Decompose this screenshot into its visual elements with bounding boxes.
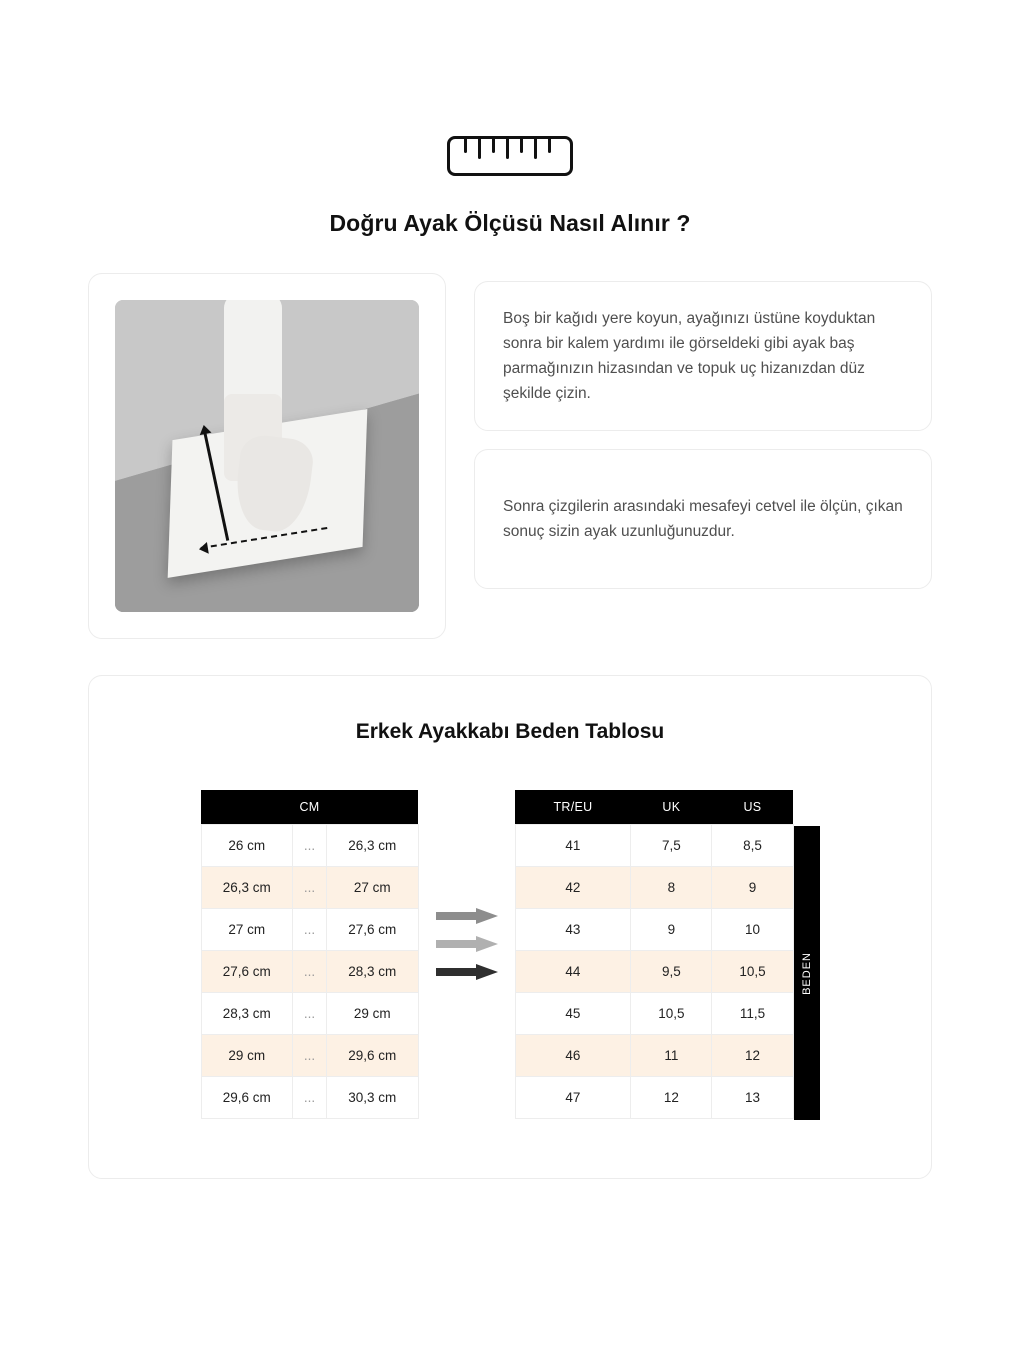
cell-tr-eu: 44 <box>515 951 631 993</box>
cm-to: 27,6 cm <box>327 909 419 951</box>
cm-dots: ... <box>293 1035 327 1077</box>
cm-to: 26,3 cm <box>327 825 419 867</box>
table-row <box>201 867 418 909</box>
beden-side-label-text: BEDEN <box>800 951 813 995</box>
cell-tr-eu: 46 <box>515 1035 631 1077</box>
cell-us: 10 <box>712 909 793 951</box>
cell-us: 8,5 <box>712 825 793 867</box>
cell-tr-eu: 42 <box>515 867 631 909</box>
cm-from: 26 cm <box>201 825 293 867</box>
size-table-card <box>88 675 932 1179</box>
table-row <box>201 1077 418 1119</box>
cm-dots: ... <box>293 1077 327 1119</box>
cm-from: 29 cm <box>201 1035 293 1077</box>
cm-from: 27,6 cm <box>201 951 293 993</box>
cm-header-cell: CM <box>201 790 418 825</box>
table-row <box>515 825 793 867</box>
cell-us: 13 <box>712 1077 793 1119</box>
page-title: Doğru Ayak Ölçüsü Nasıl Alınır ? <box>329 210 691 236</box>
table-row <box>515 993 793 1035</box>
cell-us: 9 <box>712 867 793 909</box>
ruler-icon-wrap <box>0 0 1020 176</box>
beden-side-label <box>794 826 820 1120</box>
arrow-group <box>419 790 515 980</box>
cell-tr-eu: 43 <box>515 909 631 951</box>
size-header-uk: UK <box>631 790 712 825</box>
instruction-text-2: Sonra çizgilerin arasındaki mesafeyi cetvel ile ölçün, çıkan sonuç sizin ayak uzunluğunuzdur. <box>503 498 903 541</box>
size-table-header-row <box>515 790 793 825</box>
cell-uk: 11 <box>631 1035 712 1077</box>
cell-uk: 7,5 <box>631 825 712 867</box>
cm-dots: ... <box>293 825 327 867</box>
arrow-right-icon <box>436 936 498 952</box>
size-table-title: Erkek Ayakkabı Beden Tablosu <box>355 720 665 743</box>
table-row <box>515 1035 793 1077</box>
table-row <box>201 909 418 951</box>
cell-uk: 8 <box>631 867 712 909</box>
cm-to: 29,6 cm <box>327 1035 419 1077</box>
cm-dots: ... <box>293 909 327 951</box>
cm-table <box>201 790 419 1119</box>
cm-dots: ... <box>293 993 327 1035</box>
cm-from: 26,3 cm <box>201 867 293 909</box>
cell-tr-eu: 41 <box>515 825 631 867</box>
cell-tr-eu: 47 <box>515 1077 631 1119</box>
cell-us: 11,5 <box>712 993 793 1035</box>
cell-uk: 12 <box>631 1077 712 1119</box>
cm-from: 29,6 cm <box>201 1077 293 1119</box>
foot-measure-photo-card <box>88 273 446 639</box>
size-tables-wrap <box>89 790 931 1120</box>
table-row <box>515 1077 793 1119</box>
size-header-us: US <box>712 790 793 825</box>
cm-to: 29 cm <box>327 993 419 1035</box>
table-row <box>201 993 418 1035</box>
cell-us: 12 <box>712 1035 793 1077</box>
cell-uk: 10,5 <box>631 993 712 1035</box>
cm-from: 28,3 cm <box>201 993 293 1035</box>
size-conversion-table <box>515 790 794 1119</box>
table-row <box>201 825 418 867</box>
cm-table-header-row <box>201 790 418 825</box>
arrow-right-icon <box>436 908 498 924</box>
arrow-right-icon <box>436 964 498 980</box>
table-row <box>515 909 793 951</box>
cm-to: 27 cm <box>327 867 419 909</box>
size-header-tr-eu: TR/EU <box>515 790 631 825</box>
instruction-card-1 <box>474 281 932 431</box>
instruction-text-1: Boş bir kağıdı yere koyun, ayağınızı üstüne koyduktan sonra bir kalem yardımı ile görseldeki gibi ayak baş parmağınızın hizasından ve topuk uç hizanızdan düz şekilde çizin. <box>503 310 876 403</box>
cm-from: 27 cm <box>201 909 293 951</box>
table-row <box>515 867 793 909</box>
cell-uk: 9 <box>631 909 712 951</box>
ruler-icon <box>447 136 573 176</box>
cm-dots: ... <box>293 951 327 993</box>
top-section <box>0 273 1020 639</box>
instructions-column <box>474 273 932 589</box>
table-row <box>201 1035 418 1077</box>
cell-uk: 9,5 <box>631 951 712 993</box>
cm-to: 28,3 cm <box>327 951 419 993</box>
cm-to: 30,3 cm <box>327 1077 419 1119</box>
cell-us: 10,5 <box>712 951 793 993</box>
table-row <box>201 951 418 993</box>
cell-tr-eu: 45 <box>515 993 631 1035</box>
cm-dots: ... <box>293 867 327 909</box>
table-row <box>515 951 793 993</box>
foot-measure-photo <box>115 300 419 612</box>
instruction-card-2 <box>474 449 932 589</box>
